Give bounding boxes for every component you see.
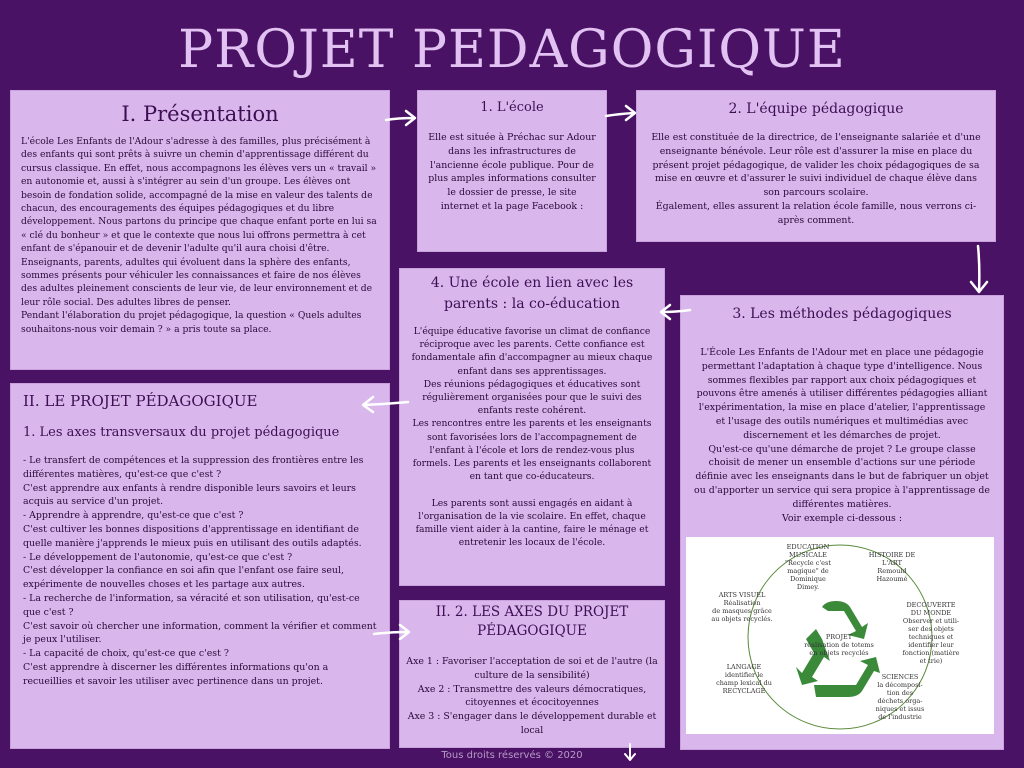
arrow-right-icon — [604, 104, 638, 126]
project-diagram — [686, 537, 994, 734]
equipe-body: Elle est constituée de la directrice, de l'enseignante salariée et d'une enseignante bénévole. Leur rôle est d'assurer la mise en place du présent projet pédagogique, de valider les choix pédagogiques de sa mise en œuvre et d'assurer le suivi individuel de chaque élève dans son parcours scolaire. Également, elles assurent la relation école famille, nous verrons ci-après comment. — [651, 132, 981, 226]
equipe-heading: 2. L'équipe pédagogique — [728, 101, 904, 117]
projet-body: - Le transfert de compétences et la suppression des frontières entre les différentes matières, qu'est-ce que c'est ? C'est apprendre aux enfants à rendre disponible leurs savoirs et leurs acquis au service d'un projet. - Apprendre à apprendre, qu'est-ce que c'est ? C'est cultiver les bonnes dispositions d'apprentissage en identifiant de quelle manière j'apprends le mieux puis en utilisant des outils adaptés. - Le développement de l'autonomie, qu'est-ce que c'est ? C'est développer la confiance en soi afin que l'enfant ose faire seul, expérimente de nouvelles choses et les partage aux autres. - La recherche de l'information, sa véracité et son utilisation, qu'est-ce que c'est ? C'est savoir où chercher une information, comment la vérifier et comment je peux l'utiliser. - La capacité de choix, qu'est-ce que c'est ? C'est apprendre à discerner les différentes informations qu'on a recueillies et savoir les utiliser avec pertinence dans un projet. — [23, 455, 377, 687]
projet-heading: II. LE PROJET PÉDAGOGIQUE — [23, 392, 258, 410]
projet-subheading: 1. Les axes transversaux du projet pédagogique — [23, 425, 340, 440]
arrow-right-icon — [384, 108, 418, 130]
methodes-body: L'École Les Enfants de l'Adour met en place une pédagogie permettant l'adaptation à chaque type d'intelligence. Nous sommes flexibles par rapport aux choix pédagogiques et pouvons être amenés à utiliser différentes pédagogies alliant l'expérimentation, la mise en place d'atelier, l'apprentissage et l'usage des outils numériques et multimédias avec discernement et les démarches de projet. Qu'est-ce qu'une démarche de projet ? Le groupe classe choisit de mener un ensemble d'actions sur une période définie avec les enseignants dans le but de fabriquer un objet ou d'apporter un service qui sera propice à l'apprentissage de différentes matières. Voir exemple ci-dessous : — [694, 347, 990, 524]
projet-box — [10, 383, 390, 749]
diagram-music-label: EDUCATION MUSICALE "Recycle c'est magique" de Dominique Dimey. — [785, 543, 831, 591]
axe-1: Axe 1 : Favoriser l'acceptation de soi et de l'autre (la culture de la sensibilité) — [406, 656, 658, 681]
equipe-box — [636, 90, 996, 242]
arrow-down-icon — [968, 244, 990, 296]
ecole-heading: 1. L'école — [480, 100, 544, 115]
diagram-center-label: PROJET réalisation de totems en objets recyclés — [804, 633, 874, 657]
presentation-body: L'école Les Enfants de l'Adour s'adresse à des familles, plus précisément à des enfants qui sont prêts à suivre un chemin d'apprentissage différent du cursus classique. En effet, nous accompagnons les élèves vers un « travail » en autonomie et, aussi à s'intégrer au sein d'un groupe. Les élèves ont besoin de fondation solide, accompagné de la mise en valeur des talents de chacun, des encouragements des équipes pédagogiques et du libre développement. Nous partons du principe que chaque enfant porte en lui sa « clé du bonheur » et que le contexte que nous lui offrons permettra à cet enfant de s'épanouir et de devenir l'adulte qu'il aura choisi d'être. Enseignants, parents, adultes qui évoluent dans la sphère des enfants, sommes présents pour véhiculer les connaissances et faire de nos élèves des adultes pleinement conscients de leur vie, de leur environnement et de leur rôle social. Des adultes libres de penser. Pendant l'élaboration du projet pédagogique, la question « Quels adultes souhaitons-nous voir demain ? » a pris toute sa place. — [21, 136, 377, 335]
axe-2: Axe 2 : Transmettre des valeurs démocratiques, citoyennes et écocitoyennes — [417, 683, 647, 709]
methodes-heading: 3. Les méthodes pédagogiques — [732, 306, 952, 322]
axe-3: Axe 3 : S'engager dans le développement durable et local — [407, 711, 657, 736]
coeducation-box — [399, 268, 665, 586]
axes-box — [399, 600, 665, 748]
diagram-world-label: DECOUVERTE DU MONDE Observer et utili- ser des objets techniques et identifier leur fonction (matière et trie) — [902, 601, 960, 665]
diagram-science-label: SCIENCES la décomposi- tion des déchets orga- niques et issus de l'industrie — [875, 673, 925, 721]
diagram-art-history-label: HISTOIRE DE L'ART Remould Hazoumé — [868, 551, 916, 583]
arrow-left-icon — [658, 302, 692, 322]
arrow-left-icon — [360, 392, 410, 416]
axes-heading: II. 2. LES AXES DU PROJET PÉDAGOGIQUE — [435, 604, 629, 639]
coeducation-body: L'équipe éducative favorise un climat de confiance réciproque avec les parents. Cette confiance est fondamentale afin d'accompagner au mieux chaque enfant dans ses apprentissages. Des réunions pédagogiques et éducatives sont régulièrement organisées pour que le suivi des enfants reste cohérent. Les rencontres entre les parents et les enseignants sont favorisées lors de l'accompagnement de l'enfant à l'école et lors de rendez-vous plus formels. Les parents et les enseignants collaborent en tant que co-éducateurs. Les parents sont aussi engagés en aidant à l'organisation de la vie scolaire. En effet, chaque famille vient aider à la cantine, faire le ménage et entretenir les locaux de l'école. — [411, 326, 653, 549]
presentation-box — [10, 90, 390, 370]
page-title: PROJET PEDAGOGIQUE — [178, 20, 846, 80]
arrow-right-icon — [372, 622, 412, 644]
diagram-language-label: LANGAGE identifier le champ lexical du RECYCLAGE — [716, 663, 772, 695]
footer-copyright: Tous droits réservés © 2020 — [441, 750, 583, 761]
diagram-visual-arts-label: ARTS VISUEL Réalisation de masques grâce au objets recyclés. — [711, 591, 773, 623]
ecole-body: Elle est située à Préchac sur Adour dans les infrastructures de l'ancienne école publique. Pour de plus amples informations consulter le dossier de presse, le site internet et la page Facebook : — [428, 132, 596, 212]
presentation-heading: I. Présentation — [121, 102, 279, 126]
coeducation-heading: 4. Une école en lien avec les parents : la co-éducation — [430, 275, 634, 312]
ecole-box — [417, 90, 607, 252]
